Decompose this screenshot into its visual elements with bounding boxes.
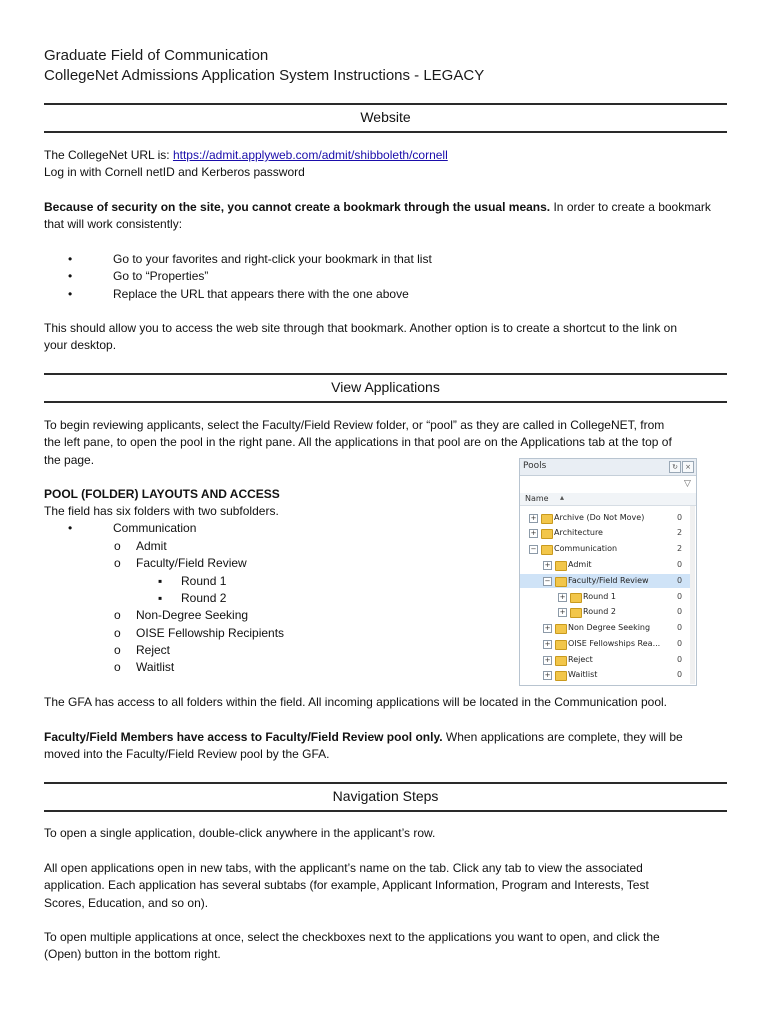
pool-row-label: Reject: [568, 655, 593, 664]
section-website-title: Website: [360, 109, 411, 125]
pool-row-count: 2: [677, 528, 683, 537]
outline-round1: Round 1: [181, 574, 227, 588]
folder-icon: [541, 545, 553, 555]
pool-row-count: 0: [677, 623, 683, 632]
folder-icon: [555, 656, 567, 666]
outline-non-degree: Non-Degree Seeking: [136, 608, 249, 622]
pool-row[interactable]: [520, 605, 690, 619]
expand-icon[interactable]: +: [544, 561, 551, 569]
bullet-marker: •: [68, 252, 73, 266]
pool-row-count: 0: [677, 576, 683, 585]
security-note-bold: Because of security on the site, you cannot create a bookmark through the usual means.: [44, 200, 551, 214]
outline-sub-marker: o: [114, 643, 121, 657]
outline-sub-marker: o: [114, 556, 121, 570]
pool-row-label: Waitlist: [568, 670, 598, 679]
pool-row-label: Non Degree Seeking: [568, 623, 651, 632]
bookmark-step-2: Go to “Properties”: [113, 269, 209, 283]
pool-row-label: Archive (Do Not Move): [554, 513, 645, 522]
folder-icon: [541, 514, 553, 524]
pool-row[interactable]: [520, 558, 690, 572]
folder-icon: [555, 640, 567, 650]
expand-icon[interactable]: +: [559, 608, 566, 616]
intro-line2: the left pane, to open the pool in the right pane. All the applications in that pool are on the Applications tab at the top of: [44, 435, 672, 449]
outline-sub-marker: o: [114, 608, 121, 622]
nav-multiple-line1: To open multiple applications at once, select the checkboxes next to the applications you want to open, and click the: [44, 930, 660, 944]
outline-subsub-marker: ▪: [158, 591, 163, 605]
bullet-marker: •: [68, 521, 73, 535]
column-name-label: Name: [525, 494, 549, 503]
folder-icon: [541, 529, 553, 539]
pools-panel-title: Pools: [523, 461, 547, 471]
folder-icon: [555, 624, 567, 634]
faculty-access-note: [44, 729, 683, 747]
outline-subsub-marker: ▪: [158, 574, 163, 588]
pool-row[interactable]: [520, 526, 690, 540]
section-view-applications-title: View Applications: [331, 379, 440, 395]
pool-row-count: 0: [677, 513, 683, 522]
pool-row-label: Admit: [568, 560, 592, 569]
section-view-applications-header: [44, 373, 727, 403]
folder-icon: [570, 593, 582, 603]
pool-row-count: 0: [677, 639, 683, 648]
pool-row-label: Communication: [554, 544, 618, 553]
bookmark-closing-line1: This should allow you to access the web site through that bookmark. Another option is to create a shortcut to the link on: [44, 321, 678, 335]
pool-row[interactable]: [520, 542, 690, 556]
security-note-rest: In order to create a bookmark: [550, 200, 711, 214]
outline-waitlist: Waitlist: [136, 660, 175, 674]
bullet-marker: •: [68, 287, 73, 301]
pool-row-count: 0: [677, 670, 683, 679]
faculty-access-bold: Faculty/Field Members have access to Faculty/Field Review pool only.: [44, 730, 443, 744]
bookmark-step-3: Replace the URL that appears there with the one above: [113, 287, 409, 301]
pool-row-count: 0: [677, 607, 683, 616]
pool-row-label: Round 2: [583, 607, 616, 616]
collegenet-url-link[interactable]: https://admit.applyweb.com/admit/shibboleth/cornell: [172, 148, 448, 162]
outline-sub-marker: o: [114, 660, 121, 674]
expand-icon[interactable]: +: [544, 671, 551, 679]
intro-line1: To begin reviewing applicants, select the Faculty/Field Review folder, or “pool” as they are called in CollegeNET, from: [44, 418, 665, 432]
expand-icon[interactable]: +: [544, 656, 551, 664]
pools-panel-header: [520, 459, 696, 476]
outline-round2: Round 2: [181, 591, 227, 605]
expand-icon[interactable]: +: [544, 640, 551, 648]
bullet-marker: •: [68, 269, 73, 283]
pool-row[interactable]: [520, 511, 690, 525]
pool-row-count: 2: [677, 544, 683, 553]
login-instruction: Log in with Cornell netID and Kerberos password: [44, 165, 305, 179]
security-note: [44, 199, 711, 217]
faculty-access-line2: moved into the Faculty/Field Review pool by the GFA.: [44, 747, 330, 761]
pools-panel: [519, 458, 697, 686]
outline-admit: Admit: [136, 539, 167, 553]
outline-faculty-review: Faculty/Field Review: [136, 556, 247, 570]
outline-sub-marker: o: [114, 626, 121, 640]
document-title: Graduate Field of Communication: [44, 47, 269, 64]
folder-icon: [570, 608, 582, 618]
section-navigation-header: [44, 782, 727, 812]
bookmark-closing-line2: your desktop.: [44, 338, 117, 352]
section-website-header: [44, 103, 727, 133]
pool-row-count: 0: [677, 655, 683, 664]
section-navigation-title: Navigation Steps: [332, 788, 439, 804]
expand-icon[interactable]: +: [544, 624, 551, 632]
pool-row-label: Round 1: [583, 592, 616, 601]
pool-layout-heading: POOL (FOLDER) LAYOUTS AND ACCESS: [44, 487, 280, 501]
pool-row-count: 0: [677, 592, 683, 601]
pools-column-header[interactable]: [520, 493, 696, 506]
collapse-icon[interactable]: −: [544, 577, 551, 585]
url-line: [44, 147, 448, 165]
outline-oise: OISE Fellowship Recipients: [136, 626, 285, 640]
pool-row[interactable]: [520, 653, 690, 667]
security-note-line2: that will work consistently:: [44, 217, 183, 231]
pool-row-selected[interactable]: [520, 574, 690, 588]
folder-icon: [555, 561, 567, 571]
document-subtitle: CollegeNet Admissions Application System Instructions - LEGACY: [44, 67, 485, 84]
url-prefix: The CollegeNet URL is:: [44, 148, 173, 162]
outline-sub-marker: o: [114, 539, 121, 553]
pool-row-label: Architecture: [554, 528, 603, 537]
folder-icon: [555, 577, 567, 587]
bookmark-step-1: Go to your favorites and right-click your bookmark in that list: [113, 252, 432, 266]
pool-row-label: OISE Fellowships Rea...: [568, 639, 661, 648]
collapse-icon[interactable]: −: [530, 545, 537, 553]
expand-icon[interactable]: +: [559, 593, 566, 601]
pool-row[interactable]: [520, 637, 690, 651]
nav-single-application: To open a single application, double-click anywhere in the applicant’s row.: [44, 826, 436, 840]
pool-row-count: 0: [677, 560, 683, 569]
outline-reject: Reject: [136, 643, 171, 657]
intro-line3: the page.: [44, 453, 95, 467]
gfa-access-note: The GFA has access to all folders within the field. All incoming applications will be located in the Communication pool.: [44, 695, 667, 709]
filter-icon[interactable]: ▽: [684, 479, 691, 489]
folder-icon: [555, 671, 567, 681]
expand-icon[interactable]: +: [530, 514, 537, 522]
pool-row-label: Faculty/Field Review: [568, 576, 649, 585]
pool-row[interactable]: [520, 590, 690, 604]
pools-scrollbar[interactable]: [690, 506, 695, 684]
pool-row[interactable]: [520, 621, 690, 635]
sort-arrow-icon: ▴: [560, 493, 565, 502]
nav-tabs-line1: All open applications open in new tabs, with the applicant’s name on the tab. Click any tab to view the associated: [44, 861, 643, 875]
faculty-access-rest: When applications are complete, they will be: [442, 730, 683, 744]
expand-icon[interactable]: +: [530, 529, 537, 537]
close-icon[interactable]: ×: [682, 461, 694, 473]
outline-communication: Communication: [113, 521, 197, 535]
pool-row[interactable]: [520, 668, 690, 682]
refresh-icon[interactable]: ↻: [669, 461, 681, 473]
pool-layout-desc: The field has six folders with two subfolders.: [44, 504, 279, 518]
nav-tabs-line3: Scores, Education, and so on).: [44, 896, 209, 910]
nav-multiple-line2: (Open) button in the bottom right.: [44, 947, 221, 961]
nav-tabs-line2: application. Each application has several subtabs (for example, Applicant Information, Program and Interests, Test: [44, 878, 649, 892]
